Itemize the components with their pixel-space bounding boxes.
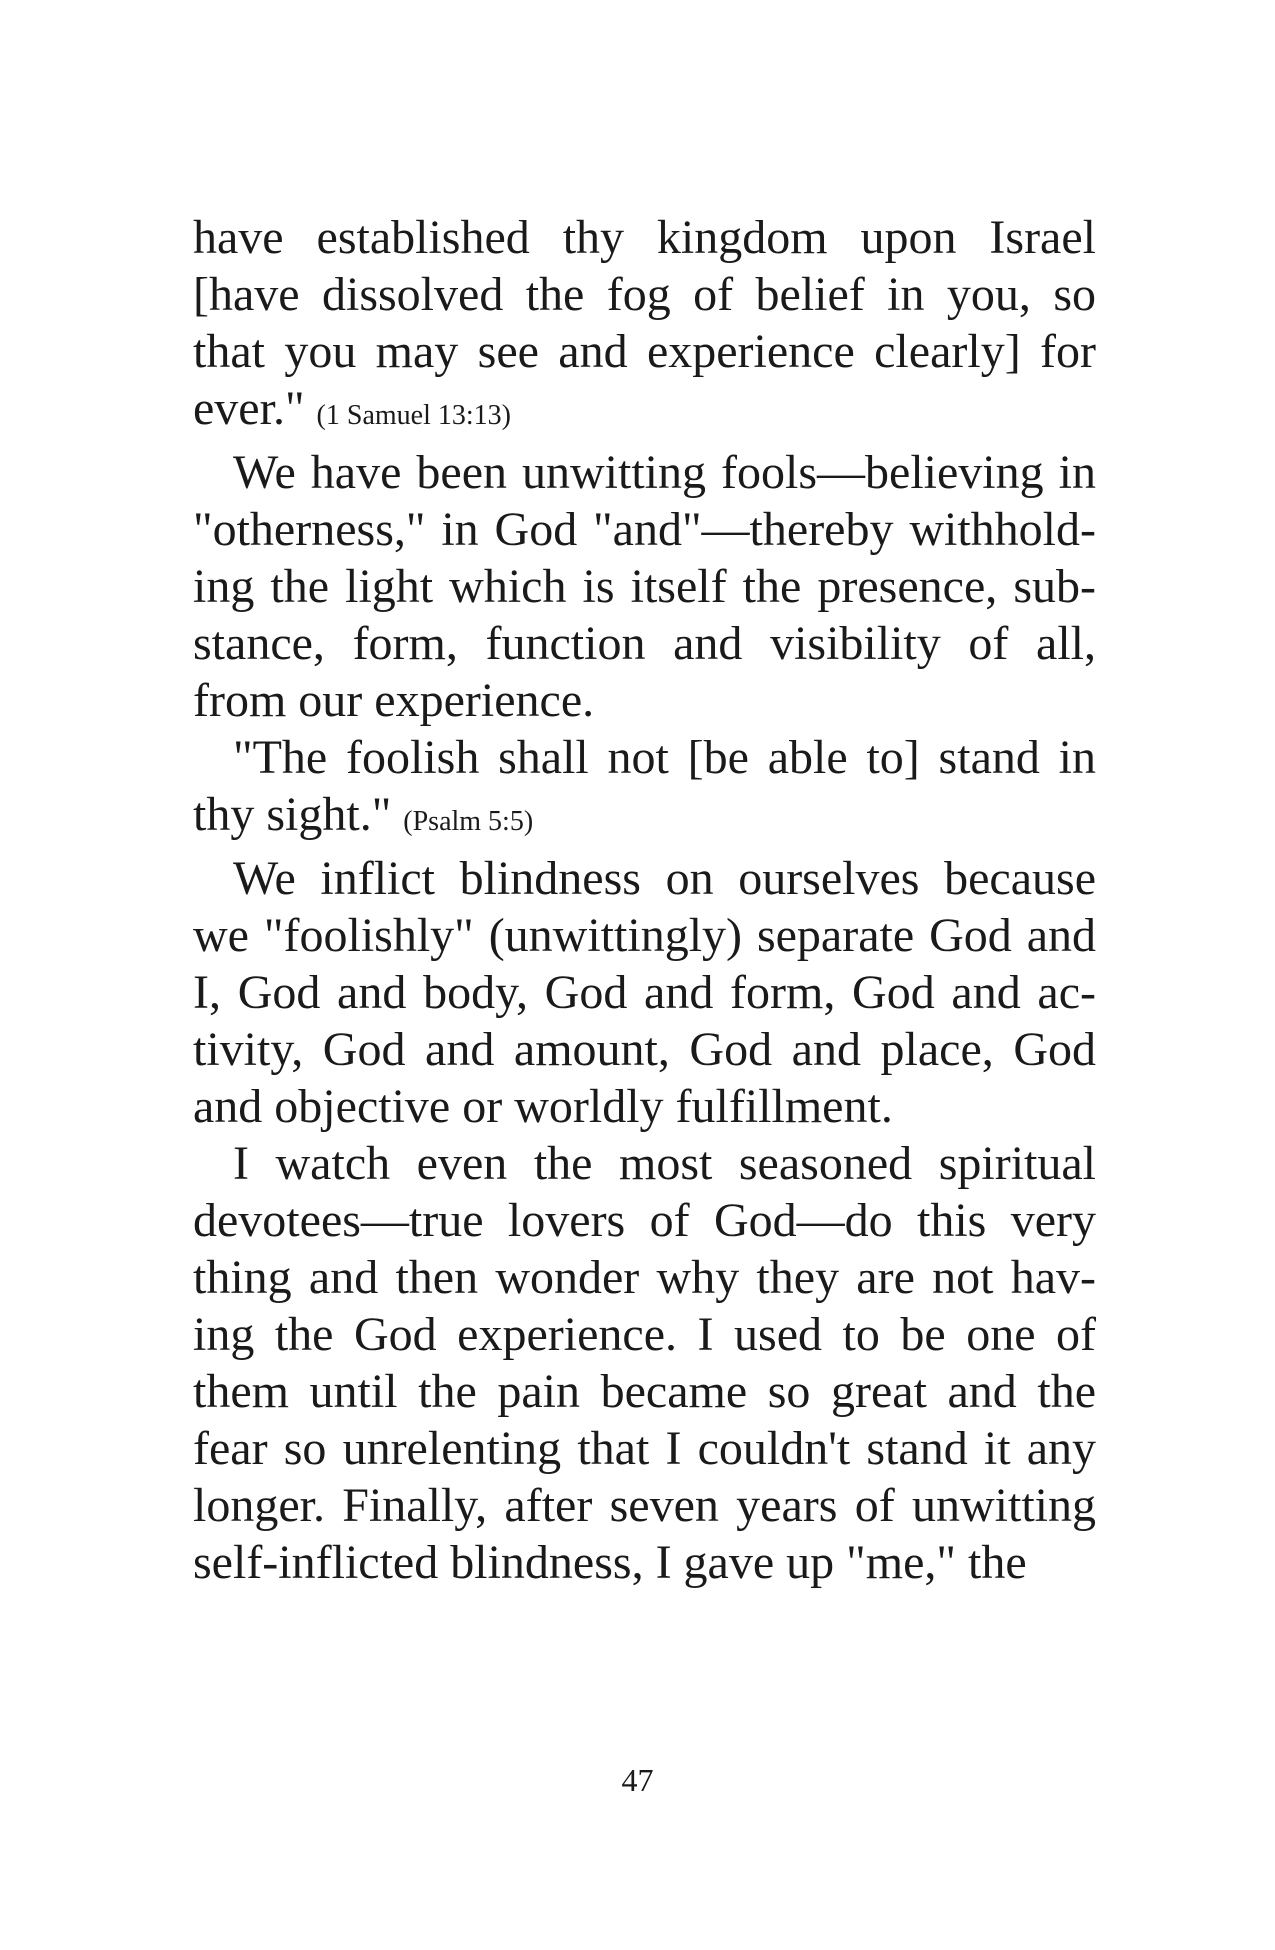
paragraph-5 [193,1135,1096,1591]
paragraph-3-text: "The foolish shall not [be able to] stand in thy sight." [193,731,1096,841]
page-number: 47 [621,1762,654,1798]
paragraph-1 [193,209,1096,444]
paragraph-4 [193,850,1096,1135]
paragraph-2-text: We have been unwitting fools—believing in "otherness," in God "and"—thereby withholding the light which is itself the presence, substance, form, function and visibility of all, from our experience. [193,446,1096,727]
paragraph-5-text: I watch even the most seasoned spiritual devotees—true lovers of God—do this very thing and then wonder why they are not having the God experience. I used to be one of them until the pain became so great and the fear so unrelenting that I couldn't stand it any longer. Finally, after seven years of unwitting self-inflicted blindness, I gave up "me," the [193,1137,1096,1589]
page-body [193,209,1096,1591]
paragraph-1-text: have established thy kingdom upon Israel [have dissolved the fog of belief in you, so that you may see and experience clearly] for ever." [193,211,1096,435]
paragraph-4-text: We inflict blindness on ourselves because we "foolishly" (unwittingly) separate God and I, God and body, God and form, God and activity, God and amount, God and place, God and objective or worldly fulfillment. [193,852,1096,1133]
paragraph-3 [193,729,1096,850]
paragraph-2 [193,444,1096,729]
scripture-citation: (Psalm 5:5) [403,806,534,837]
scripture-citation: (1 Samuel 13:13) [316,400,511,431]
